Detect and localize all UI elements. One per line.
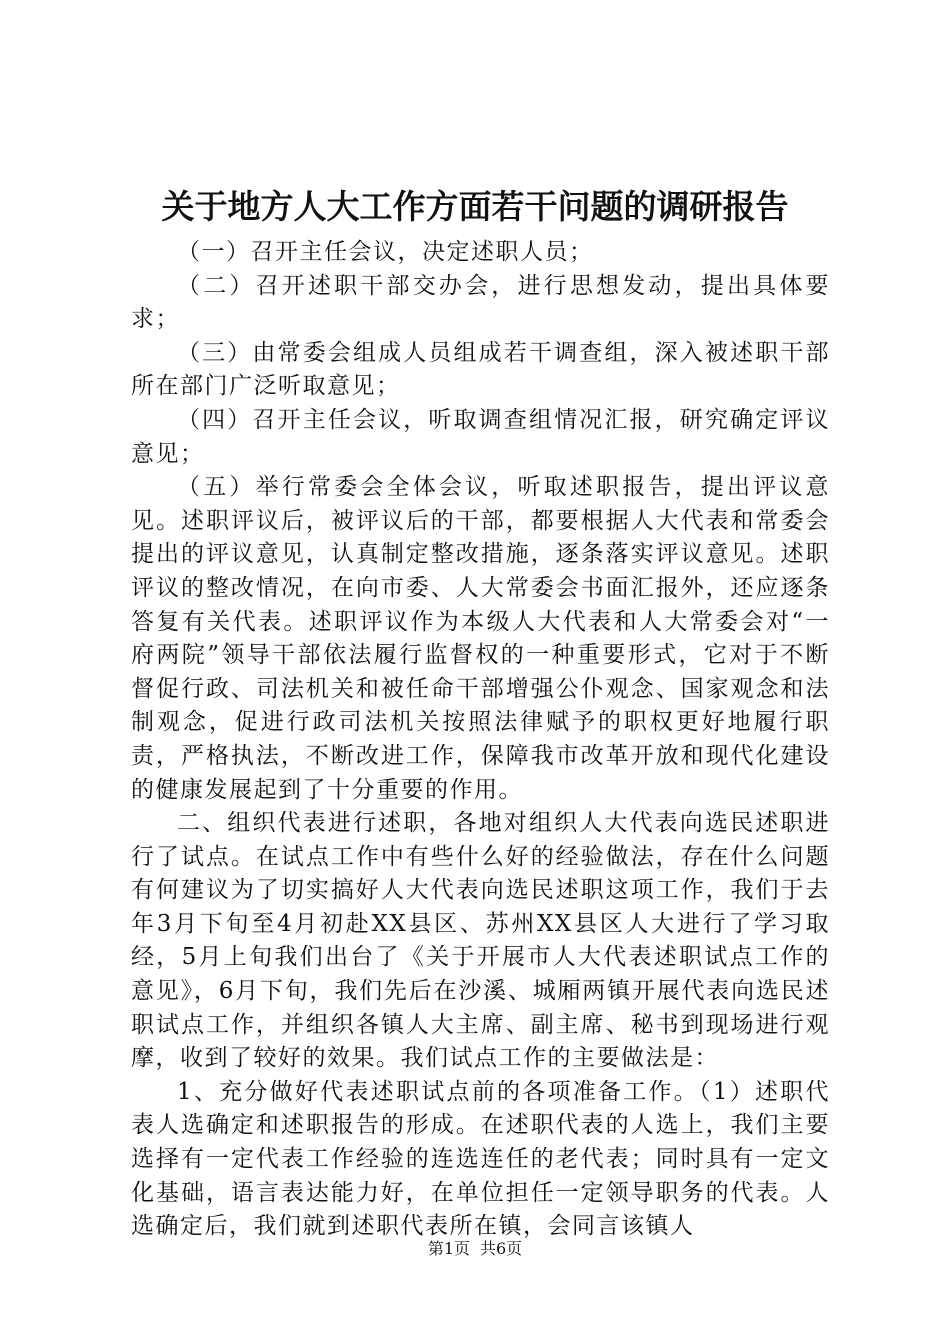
paragraph-item-5: （五）举行常委会全体会议，听取述职报告，提出评议意见。述职评议后，被评议后的干部，都要根据人大代表和常委会提出的评议意见，认真制定整改措施，逐条落实评议意见。述职评议的整改情况，在向市委、人大常委会书面汇报外，还应逐条答复有关代表。述职评议作为本级人大代表和人大常委会对“一府两院”领导干部依法履行监督权的一种重要形式，它对于不断督促行政、司法机关和被任命干部增强公仆观念、国家观念和法制观念，促进行政司法机关按照法律赋予的职权更好地履行职责，严格执法，不断改进工作，保障我市改革开放和现代化建设的健康发展起到了十分重要的作用。	[131, 474, 830, 803]
paragraph-item-4: （四）召开主任会议，听取调查组情况汇报，研究确定评议意见；	[131, 406, 830, 467]
paragraph-subsection-1: 1、充分做好代表述职试点前的各项准备工作。（1）述职代表人选确定和述职报告的形成。在述职代表的人选上，我们主要选择有一定代表工作经验的连选连任的老代表；同时具有一定文化基础，语言表达能力好，在单位担任一定领导职务的代表。人选确定后，我们就到述职代表所在镇，会同言该镇人	[131, 1078, 830, 1240]
page-footer	[0, 1237, 950, 1261]
paragraph-item-3: （三）由常委会组成人员组成若干调查组，深入被述职干部所在部门广泛听取意见；	[131, 339, 830, 400]
paragraph-item-1: （一）召开主任会议，决定述职人员；	[177, 239, 594, 265]
document-body	[131, 236, 830, 1244]
paragraph-section-2: 二、组织代表进行述职，各地对组织人大代表向选民述职进行了试点。在试点工作中有些什么好的经验做法，存在什么问题有何建议为了切实搞好人大代表向选民述职这项工作，我们于去年3月下旬至4月初赴XX县区、苏州XX县区人大进行了学习取经，5月上旬我们出台了《关于开展市人大代表述职试点工作的意见》，6月下旬，我们先后在沙溪、城厢两镇开展代表向选民述职试点工作，并组织各镇人大主席、副主席、秘书到现场进行观摩，收到了较好的效果。我们试点工作的主要做法是：	[131, 810, 830, 1072]
document-title: 关于地方人大工作方面若干问题的调研报告	[161, 187, 789, 226]
page-number: 第1页	[427, 1239, 470, 1258]
paragraph-item-2: （二）召开述职干部交办会，进行思想发动，提出具体要求；	[131, 272, 830, 333]
page-total: 共6页	[480, 1239, 523, 1258]
